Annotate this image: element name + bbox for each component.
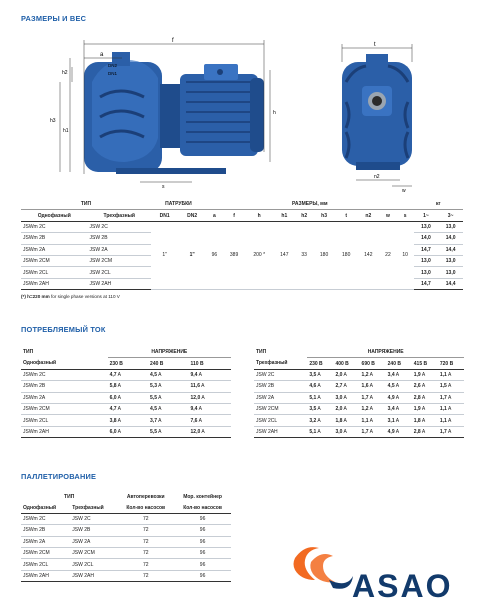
cell-three: JSW 2CL xyxy=(70,559,117,570)
current-value: 4,9 xyxy=(387,394,395,401)
table-row xyxy=(21,221,463,232)
current-value: 3,7 xyxy=(150,417,157,424)
cell-a: 96 xyxy=(206,221,223,289)
current-value: 9,4 xyxy=(190,406,198,413)
cell-h1: 147 xyxy=(273,221,295,289)
table-row xyxy=(254,426,464,437)
dims-col-single: Однофазный xyxy=(37,212,71,219)
current-value: 2,0 xyxy=(335,406,343,413)
current-value: 1,9 xyxy=(413,371,421,378)
cell-single: JSWm 2A xyxy=(21,536,70,547)
dims-col: h1 xyxy=(281,212,288,219)
cell-current: 3,5 A xyxy=(307,403,333,414)
table-row xyxy=(21,570,231,581)
cell-current: 4,9 A xyxy=(387,428,400,435)
label-dn1: DN1 xyxy=(108,71,118,76)
cell-type: JSWm 2CL xyxy=(21,415,108,426)
table-row xyxy=(21,559,231,570)
dims-header-type: ТИП xyxy=(21,199,151,210)
cell-current: 3,2 A xyxy=(307,415,333,426)
label-dn2: DN2 xyxy=(108,63,118,68)
current-value: 1,1 xyxy=(361,417,369,424)
cell-type: JSW 2B xyxy=(254,381,307,392)
table-row xyxy=(254,392,464,403)
current-value: 3,0 xyxy=(335,394,343,401)
dims-col: DN2 xyxy=(187,212,198,219)
current-value: 1,1 xyxy=(439,417,447,424)
cell-current: 1,5 A xyxy=(438,381,464,392)
current-value: 5,1 xyxy=(309,394,317,401)
label-h1: h1 xyxy=(63,128,69,134)
cell-type: JSWm 2AH xyxy=(23,428,49,435)
cell-dn2: 1" xyxy=(178,221,205,289)
cell-current: 1,1 A xyxy=(360,415,386,426)
table-row xyxy=(21,403,231,414)
cell-current: 3,4 A xyxy=(386,369,412,380)
cell-kg1: 13,0 xyxy=(414,221,439,232)
cell-current: 2,6 A xyxy=(412,381,438,392)
current-value: 3,4 xyxy=(387,406,395,413)
current-three-header-voltage: НАПРЯЖЕНИЕ xyxy=(307,347,464,358)
label-h3: h3 xyxy=(50,118,56,124)
cell-kg3: 13,0 xyxy=(438,255,463,266)
pump-motor xyxy=(180,74,258,156)
cell-t: 180 xyxy=(335,221,357,289)
cell-current: 12,0 A xyxy=(190,428,205,435)
label-f: f xyxy=(172,38,174,44)
dims-col: 1~ xyxy=(423,212,429,219)
cell-kg1: 14,0 xyxy=(414,233,439,244)
current-value: 3,8 xyxy=(109,417,117,424)
cell-single: JSWm 2CM xyxy=(21,547,70,558)
cell-single: JSWm 2CL xyxy=(21,267,87,278)
volt-col: 240 В xyxy=(387,360,401,367)
cell-current: 11,6 A xyxy=(189,381,231,392)
current-value: 1,9 xyxy=(413,406,421,413)
cell-current: 5,1 A xyxy=(309,428,321,435)
dims-col: s xyxy=(403,212,407,219)
current-single-col: Однофазный xyxy=(23,360,57,367)
current-value: 1,6 xyxy=(361,383,369,390)
dims-col: n2 xyxy=(365,212,372,219)
pallet-col-count: Кол-во насосов xyxy=(183,504,222,511)
cell-current: 4,6 A xyxy=(307,381,333,392)
cell-truck: 72 xyxy=(117,525,174,536)
current-single-header-type: ТИП xyxy=(23,349,34,356)
cell-current: 5,5 A xyxy=(150,428,162,435)
cell-current: 1,7 A xyxy=(360,392,386,403)
section-title-pallet: ПАЛЛЕТИРОВАНИЕ xyxy=(21,472,97,481)
cell-kg3: 13,0 xyxy=(438,221,463,232)
current-value: 5,5 xyxy=(150,394,157,401)
dims-col-three: Трехфазный xyxy=(103,212,135,219)
cell-h2: 33 xyxy=(295,221,313,289)
table-row xyxy=(21,369,231,380)
cell-kg3: 13,0 xyxy=(438,267,463,278)
cell-single: JSWm 2C xyxy=(21,513,70,524)
cell-sea: 96 xyxy=(174,547,231,558)
section-title-dimensions: РАЗМЕРЫ И ВЕС xyxy=(21,14,87,23)
volt-col: 230 В xyxy=(309,360,323,367)
cell-kg3: 14,4 xyxy=(438,244,463,255)
cell-type: JSW 2AH xyxy=(256,428,278,435)
cell-current: 9,4 A xyxy=(189,369,231,380)
cell-single: JSWm 2B xyxy=(21,233,87,244)
cell-three: JSW 2C xyxy=(87,221,150,232)
dims-header-kg: кг xyxy=(414,199,463,210)
cell-w: 22 xyxy=(379,221,396,289)
cell-current: 3,4 A xyxy=(386,403,412,414)
cell-current: 7,6 A xyxy=(189,415,231,426)
dims-footnote xyxy=(21,294,120,299)
cell-current: 4,7 A xyxy=(108,403,148,414)
cell-dn1: 1" xyxy=(151,221,178,289)
cell-current: 1,6 A xyxy=(360,381,386,392)
current-single-table xyxy=(21,347,231,438)
pallet-table xyxy=(21,492,231,582)
cell-sea: 96 xyxy=(174,525,231,536)
cell-type: JSW 2C xyxy=(254,369,307,380)
volt-col: 230 В xyxy=(109,360,123,367)
current-value: 12,0 xyxy=(190,428,201,435)
current-value: 4,7 xyxy=(109,371,117,378)
section-title-current: ПОТРЕБЛЯЕМЫЙ ТОК xyxy=(21,325,106,334)
current-value: 2,6 xyxy=(413,383,421,390)
cell-current: 5,3 A xyxy=(148,381,188,392)
cell-current: 12,0 A xyxy=(189,392,231,403)
cell-single: JSWm 2AH xyxy=(23,280,49,287)
label-n2: n2 xyxy=(374,174,380,180)
current-value: 1,7 xyxy=(361,428,369,435)
cell-truck: 72 xyxy=(117,547,174,558)
cell-current: 1,9 A xyxy=(412,369,438,380)
cell-type: JSW 2A xyxy=(254,392,307,403)
current-value: 3,5 xyxy=(309,371,317,378)
table-row xyxy=(21,415,231,426)
current-value: 2,7 xyxy=(335,383,343,390)
cell-current: 4,5 A xyxy=(148,403,188,414)
cell-single: JSWm 2A xyxy=(21,244,87,255)
current-value: 4,5 xyxy=(150,371,157,378)
cell-three: JSW 2A xyxy=(87,244,150,255)
cell-sea: 96 xyxy=(174,536,231,547)
cell-three: JSW 2A xyxy=(70,536,117,547)
current-value: 6,0 xyxy=(109,428,117,435)
footnote-text: for single phase versions at 110 V xyxy=(49,294,120,299)
table-row xyxy=(21,525,231,536)
current-value: 1,8 xyxy=(335,417,343,424)
table-row xyxy=(21,426,231,437)
dims-col: 3~ xyxy=(447,212,454,219)
cell-current: 1,2 A xyxy=(360,403,386,414)
cell-current: 2,7 A xyxy=(333,381,359,392)
cell-current: 3,8 A xyxy=(108,415,148,426)
current-value: 1,7 xyxy=(361,394,369,401)
cell-truck: 72 xyxy=(117,513,174,524)
current-value: 9,4 xyxy=(190,371,198,378)
pallet-col-count: Кол-во насосов xyxy=(126,504,166,511)
cell-current: 6,0 A xyxy=(108,392,148,403)
current-value: 5,8 xyxy=(109,383,117,390)
cell-type: JSW 2CL xyxy=(254,415,307,426)
cell-current: 5,5 A xyxy=(148,392,188,403)
label-h: h xyxy=(273,110,276,116)
volt-col: 240 В xyxy=(150,360,164,367)
cell-type: JSW 2CM xyxy=(254,403,307,414)
label-w: w xyxy=(402,188,406,192)
current-value: 4,9 xyxy=(387,428,395,435)
current-value: 3,0 xyxy=(335,428,343,435)
current-value: 1,7 xyxy=(439,428,447,435)
cell-current: 1,8 A xyxy=(333,415,359,426)
dimensions-table xyxy=(21,199,463,290)
dims-col: h3 xyxy=(321,212,327,219)
volt-col: 720 В xyxy=(439,360,454,367)
current-value: 4,7 xyxy=(109,406,117,413)
label-s: s xyxy=(162,184,165,190)
current-value: 4,5 xyxy=(150,406,157,413)
cell-current: 1,1 A xyxy=(438,403,464,414)
cell-kg3: 14,4 xyxy=(445,280,456,287)
current-value: 4,5 xyxy=(387,383,395,390)
cell-h3: 180 xyxy=(313,221,335,289)
current-value: 12,0 xyxy=(190,394,201,401)
cell-current: 2,0 A xyxy=(333,403,359,414)
cell-truck: 72 xyxy=(142,572,149,579)
cell-type: JSWm 2C xyxy=(21,369,108,380)
current-three-header-type: ТИП xyxy=(256,349,267,356)
current-value: 1,2 xyxy=(361,406,369,413)
table-row xyxy=(21,381,231,392)
volt-col: 110 В xyxy=(190,360,204,367)
table-row xyxy=(254,415,464,426)
cell-current: 2,8 A xyxy=(412,392,438,403)
dims-col: h2 xyxy=(301,212,308,219)
table-row xyxy=(21,392,231,403)
current-value: 3,2 xyxy=(309,417,317,424)
cell-current: 3,0 A xyxy=(333,392,359,403)
cell-type: JSWm 2A xyxy=(21,392,108,403)
table-row xyxy=(21,536,231,547)
pump-dimension-drawing xyxy=(0,22,485,192)
current-value: 2,8 xyxy=(413,428,421,435)
pallet-col-single: Однофазный xyxy=(23,504,57,511)
cell-current: 6,0 A xyxy=(109,428,121,435)
dims-col: t xyxy=(345,212,348,219)
cell-current: 4,7 A xyxy=(108,369,148,380)
cell-sea: 96 xyxy=(174,513,231,524)
cell-f: 389 xyxy=(223,221,245,289)
pump-front-view xyxy=(342,54,412,170)
cell-current: 2,0 A xyxy=(333,369,359,380)
pallet-header-sea: Мор. контейнер xyxy=(183,494,222,501)
current-value: 2,8 xyxy=(413,394,421,401)
current-value: 3,4 xyxy=(387,371,395,378)
table-row xyxy=(254,369,464,380)
footnote-bold: (*) h=220 mm xyxy=(21,294,50,299)
current-value: 7,6 xyxy=(190,417,198,424)
current-single-header-voltage: НАПРЯЖЕНИЕ xyxy=(108,347,231,358)
table-row xyxy=(21,547,231,558)
pallet-header-type: ТИП xyxy=(64,494,75,501)
cell-current: 3,1 A xyxy=(386,415,412,426)
cell-h: 200 * xyxy=(245,221,273,289)
pump-base xyxy=(116,168,226,174)
current-three-table xyxy=(254,347,464,438)
label-t: t xyxy=(374,42,376,48)
cell-current: 3,0 A xyxy=(335,428,347,435)
dims-header-ports: ПАТРУБКИ xyxy=(151,199,206,210)
cell-three: JSW 2B xyxy=(70,525,117,536)
cell-current: 1,1 A xyxy=(438,369,464,380)
cell-single: JSWm 2CL xyxy=(21,559,70,570)
current-value: 1,1 xyxy=(439,371,447,378)
current-value: 5,1 xyxy=(309,428,317,435)
cell-sea: 96 xyxy=(199,572,206,579)
cell-kg1: 13,0 xyxy=(414,267,439,278)
cell-current: 1,1 A xyxy=(438,415,464,426)
dims-col: h xyxy=(257,212,261,219)
cell-current: 1,2 A xyxy=(360,369,386,380)
cell-three: JSW 2CL xyxy=(87,267,150,278)
cell-three: JSW 2C xyxy=(70,513,117,524)
current-value: 3,1 xyxy=(387,417,395,424)
cell-single: JSWm 2B xyxy=(21,525,70,536)
current-value: 2,0 xyxy=(335,371,343,378)
cell-current: 1,7 A xyxy=(438,392,464,403)
cell-kg1: 14,7 xyxy=(421,280,431,287)
pallet-col-three: Трехфазный xyxy=(72,504,104,511)
cell-three: JSW 2CM xyxy=(87,255,150,266)
cell-three: JSW 2B xyxy=(87,233,150,244)
cell-current: 5,1 A xyxy=(307,392,333,403)
pallet-header-truck: Автоперевозки xyxy=(126,494,165,501)
cell-current: 5,8 A xyxy=(108,381,148,392)
cell-three: JSW 2AH xyxy=(89,280,112,287)
cell-kg3: 14,0 xyxy=(438,233,463,244)
current-three-col: Трехфазный xyxy=(256,360,288,367)
cell-type: JSWm 2CM xyxy=(21,403,108,414)
volt-col: 415 В xyxy=(413,360,428,367)
cell-current: 1,8 A xyxy=(412,415,438,426)
label-a: a xyxy=(100,52,104,58)
dims-col: a xyxy=(213,212,216,219)
current-value: 1,8 xyxy=(413,417,421,424)
cell-truck: 72 xyxy=(117,536,174,547)
current-value: 1,1 xyxy=(439,406,447,413)
cell-truck: 72 xyxy=(117,559,174,570)
cell-single: JSWm 2CM xyxy=(21,255,87,266)
cell-type: JSWm 2B xyxy=(21,381,108,392)
cell-single: JSWm 2AH xyxy=(23,572,49,579)
current-value: 6,0 xyxy=(109,394,117,401)
asao-logo-text: ASAO xyxy=(352,568,453,604)
cell-sea: 96 xyxy=(174,559,231,570)
cell-current: 9,4 A xyxy=(189,403,231,414)
cell-current: 2,8 A xyxy=(413,428,426,435)
cell-current: 1,9 A xyxy=(412,403,438,414)
cell-three: JSW 2AH xyxy=(72,572,94,579)
current-value: 5,3 xyxy=(150,383,157,390)
cell-kg1: 14,7 xyxy=(414,244,439,255)
cell-s: 10 xyxy=(397,221,414,289)
volt-col: 400 В xyxy=(335,360,349,367)
cell-current: 3,5 A xyxy=(307,369,333,380)
cell-n2: 142 xyxy=(357,221,379,289)
cell-current: 4,9 A xyxy=(386,392,412,403)
cell-current: 4,5 A xyxy=(386,381,412,392)
current-value: 11,6 xyxy=(190,383,200,390)
cell-current: 4,5 A xyxy=(148,369,188,380)
cell-current: 3,7 A xyxy=(148,415,188,426)
dims-col: f xyxy=(233,212,235,219)
label-h2: h2 xyxy=(62,70,68,76)
current-value: 1,2 xyxy=(361,371,369,378)
cell-current: 1,7 A xyxy=(361,428,373,435)
current-value: 1,7 xyxy=(439,394,447,401)
dims-col: DN1 xyxy=(159,212,170,219)
cell-kg1: 13,0 xyxy=(414,255,439,266)
cell-single: JSWm 2C xyxy=(21,221,87,232)
dims-col: w xyxy=(386,212,390,219)
current-value: 3,5 xyxy=(309,406,317,413)
current-value: 5,5 xyxy=(150,428,157,435)
cell-current: 1,7 A xyxy=(439,428,452,435)
table-row xyxy=(254,381,464,392)
dims-header-sizes: РАЗМЕРЫ, мм xyxy=(206,199,414,210)
volt-col: 690 В xyxy=(361,360,375,367)
current-value: 1,5 xyxy=(439,383,447,390)
table-row xyxy=(254,403,464,414)
table-row xyxy=(21,513,231,524)
cell-three: JSW 2CM xyxy=(70,547,117,558)
current-value: 4,6 xyxy=(309,383,317,390)
